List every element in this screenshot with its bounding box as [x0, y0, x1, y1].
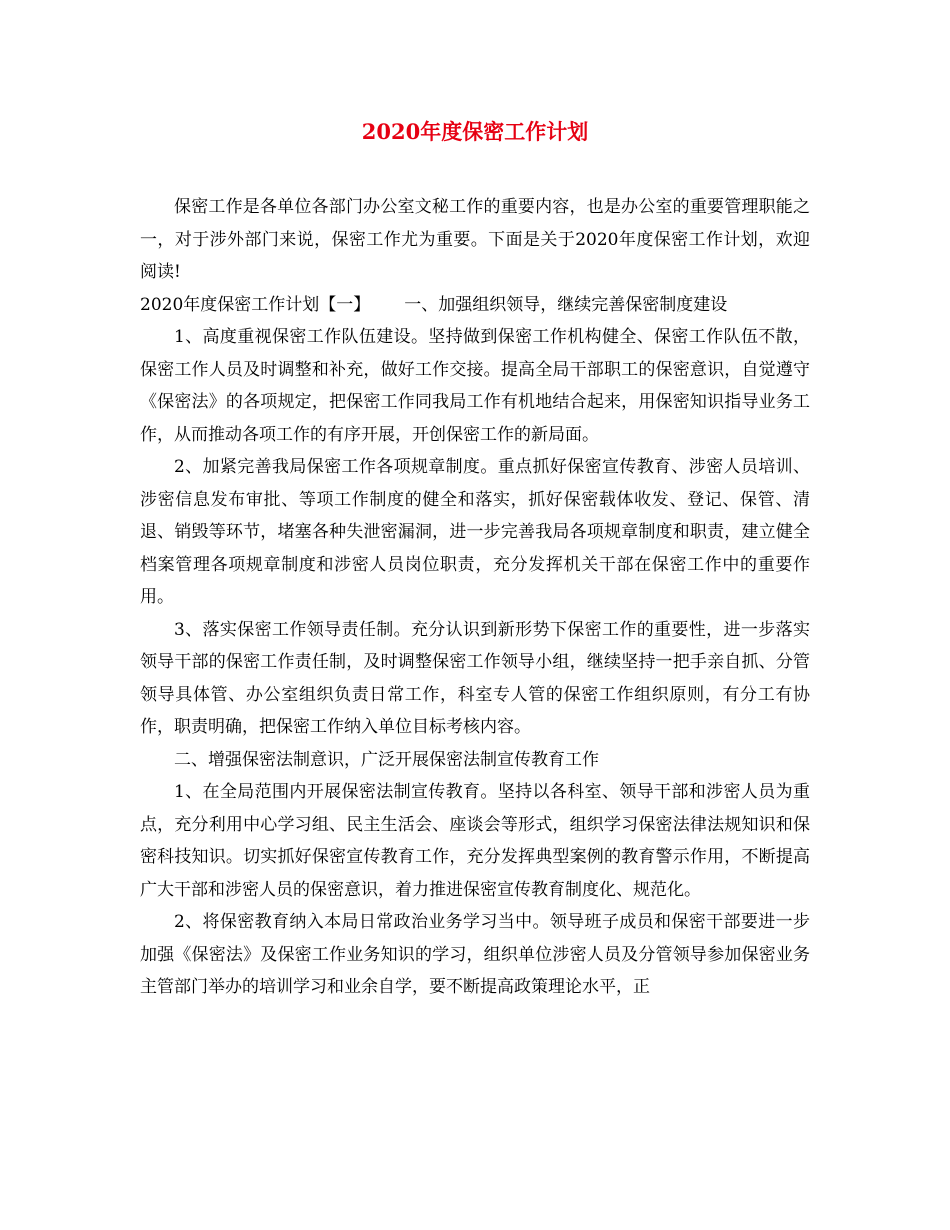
- section-2-paragraph-1: 1、在全局范围内开展保密法制宣传教育。坚持以各科室、领导干部和涉密人员为重点，充分利用中心学习组、民主生活会、座谈会等形式，组织学习保密法律法规知识和保密科技知识。切实抓好保密宣传教育工作，充分发挥典型案例的教育警示作用，不断提高广大干部和涉密人员的保密意识，着力推进保密宣传教育制度化、规范化。: [140, 782, 810, 900]
- intro-paragraph: 保密工作是各单位各部门办公室文秘工作的重要内容，也是办公室的重要管理职能之一，对于涉外部门来说，保密工作尤为重要。下面是关于2020年度保密工作计划，欢迎阅读!: [140, 197, 810, 282]
- section-2-heading: 二、增强保密法制意识，广泛开展保密法制宣传教育工作: [174, 749, 599, 770]
- document-body: [140, 191, 810, 1004]
- section-1-paragraph-3: 3、落实保密工作领导责任制。充分认识到新形势下保密工作的重要性，进一步落实领导干部的保密工作责任制，及时调整保密工作领导小组，继续坚持一把手亲自抓、分管领导具体管、办公室组织负责日常工作，科室专人管的保密工作组织原则，有分工有协作，职责明确，把保密工作纳入单位目标考核内容。: [140, 619, 810, 737]
- section-1-paragraph-2: 2、加紧完善我局保密工作各项规章制度。重点抓好保密宣传教育、涉密人员培训、涉密信息发布审批、等项工作制度的健全和落实，抓好保密载体收发、登记、保管、清退、销毁等环节，堵塞各种失泄密漏洞，进一步完善我局各项规章制度和职责，建立健全档案管理各项规章制度和涉密人员岗位职责，充分发挥机关干部在保密工作中的重要作用。: [140, 457, 810, 607]
- section-1-paragraph-1: 1、高度重视保密工作队伍建设。坚持做到保密工作机构健全、保密工作队伍不散，保密工作人员及时调整和补充，做好工作交接。提高全局干部职工的保密意识，自觉遵守《保密法》的各项规定，把保密工作同我局工作有机地结合起来，用保密知识指导业务工作，从而推动各项工作的有序开展，开创保密工作的新局面。: [140, 327, 810, 445]
- part-heading-line: [140, 289, 810, 322]
- document-title: 2020年度保密工作计划: [361, 119, 589, 144]
- section-1-heading: 一、加强组织领导，继续完善保密制度建设: [404, 294, 728, 315]
- section-2-paragraph-2: 2、将保密教育纳入本局日常政治业务学习当中。领导班子成员和保密干部要进一步加强《保密法》及保密工作业务知识的学习，组织单位涉密人员及分管领导参加保密业务主管部门举办的培训学习和业余自学，要不断提高政策理论水平，正: [140, 912, 810, 997]
- part-label: 2020年度保密工作计划【一】: [140, 294, 371, 315]
